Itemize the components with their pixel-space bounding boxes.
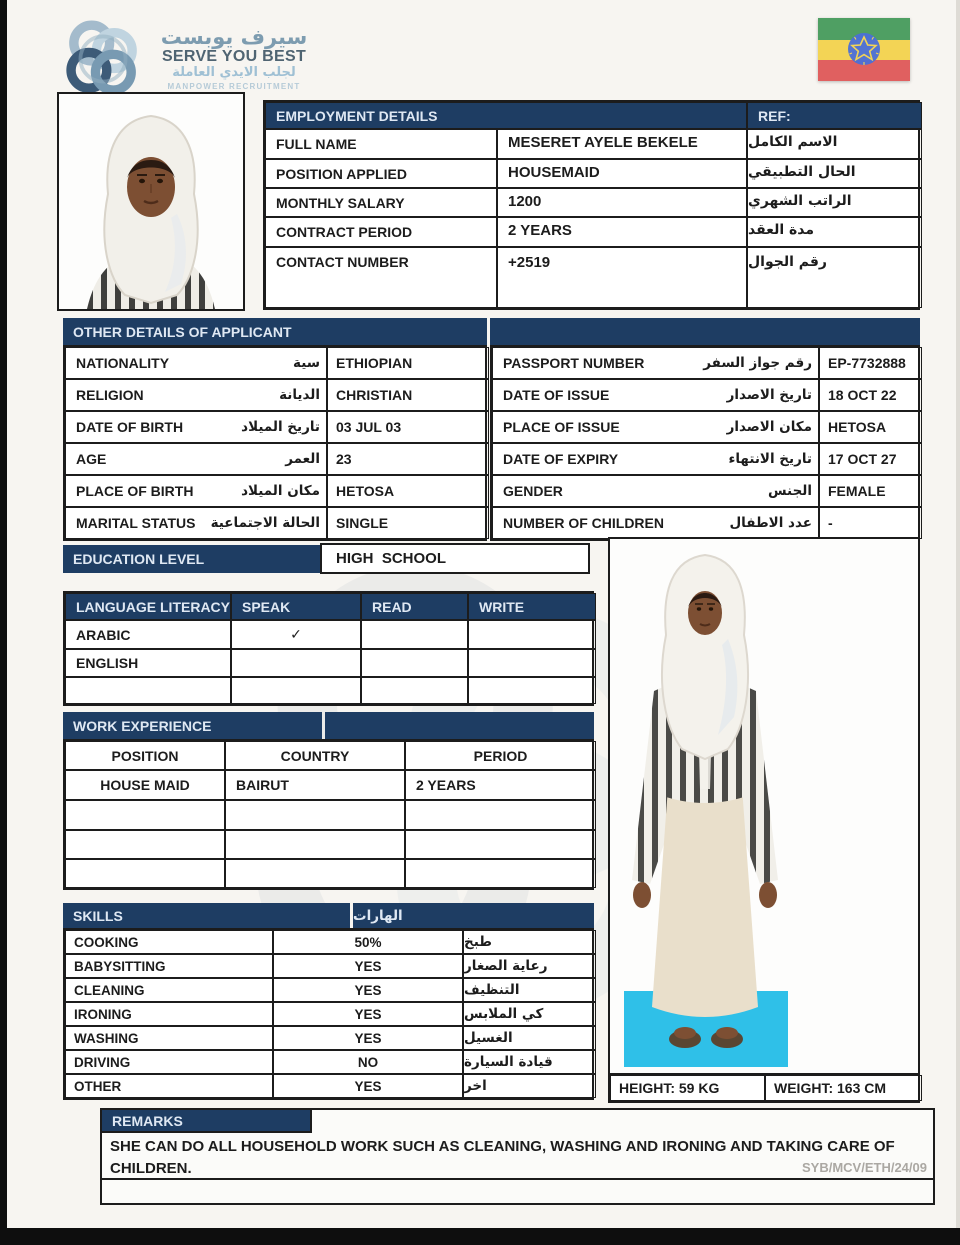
od-label-arabic: الجنس [767,483,812,499]
write-cell [468,677,596,704]
remarks-text: SHE CAN DO ALL HOUSEHOLD WORK SUCH AS CLEANING, WASHING AND IRONING AND TAKING CARE OF CHILDREN. [110,1138,895,1177]
period-header: PERIOD [405,741,596,770]
od-label-text: MARITAL STATUS [76,515,196,531]
write-cell [468,649,596,677]
od-row-label [65,379,327,411]
od-row-value: SINGLE [327,507,489,539]
od-row-value: CHRISTIAN [327,379,489,411]
remarks-section [100,1108,935,1205]
skill-value: YES [273,978,463,1002]
skills-header-arabic: الهارات [353,903,594,928]
emp-row-arabic: مدة العقد [747,217,922,247]
skills-table [63,928,594,1100]
od-row-label [65,475,327,507]
we-position [65,830,225,859]
od-row-value: ETHIOPIAN [327,347,489,379]
od-row-label [492,443,819,475]
language-name: ENGLISH [65,649,231,677]
od-label-text: NATIONALITY [76,355,170,371]
od-label-text: DATE OF EXPIRY [503,451,619,467]
emp-row-arabic: الحال التطبيقي [747,159,922,188]
read-cell [361,620,468,649]
skills-header: SKILLS [63,903,350,928]
speak-header: SPEAK [231,593,361,620]
applicant-portrait-photo [57,92,245,311]
other-details-header-right [490,318,920,345]
skill-label: WASHING [65,1026,273,1050]
speak-checkmark: ✓ [231,620,361,649]
od-label-text: GENDER [503,483,563,499]
ethiopia-flag-icon [818,18,910,81]
skill-arabic: الغسيل [463,1026,596,1050]
language-name [65,677,231,704]
position-header: POSITION [65,741,225,770]
od-row-label [65,411,327,443]
od-row-value: EP-7732888 [819,347,922,379]
agency-name-english: SERVE YOU BEST [161,47,307,65]
education-level-header: EDUCATION LEVEL [63,545,320,573]
od-label-text: NUMBER OF CHILDREN [503,515,664,531]
od-label-text: DATE OF ISSUE [503,387,610,403]
emp-row-value: +2519 [497,247,747,308]
od-label-arabic: الحالة الاجتماعية [210,515,320,531]
we-country [225,800,405,830]
we-country: BAIRUT [225,770,405,800]
emp-row-label: POSITION APPLIED [265,159,497,188]
ref-header: REF: [747,102,922,129]
work-experience-header: WORK EXPERIENCE [63,712,322,739]
we-position [65,859,225,888]
skill-label: CLEANING [65,978,273,1002]
od-label-arabic: تاريخ الميلاد [241,419,320,435]
write-header: WRITE [468,593,596,620]
skill-value: YES [273,1074,463,1098]
we-period [405,800,596,830]
skill-label: OTHER [65,1074,273,1098]
skill-label: COOKING [65,930,273,954]
emp-row-label: CONTRACT PERIOD [265,217,497,247]
emp-row-value: 2 YEARS [497,217,747,247]
od-label-arabic: عدد الاطفال [729,515,812,531]
language-name: ARABIC [65,620,231,649]
skill-arabic: قيادة السيارة [463,1050,596,1074]
od-row-label [492,347,819,379]
skill-value: YES [273,1026,463,1050]
od-row-value: HETOSA [819,411,922,443]
od-label-arabic: تاريخ الانتهاء [728,451,812,467]
applicant-fullbody-photo [608,537,920,1075]
employment-details-table [263,100,920,310]
work-experience-header-right [325,712,594,739]
skill-arabic: كي الملابس [463,1002,596,1026]
emp-row-arabic: الراتب الشهري [747,188,922,217]
page-edge-bottom [0,1228,960,1245]
skill-label: IRONING [65,1002,273,1026]
emp-row-value: 1200 [497,188,747,217]
skill-arabic: اخر [463,1074,596,1098]
remarks-divider [102,1178,933,1180]
od-label-text: AGE [76,451,107,467]
we-period: 2 YEARS [405,770,596,800]
remarks-header: REMARKS [100,1108,312,1133]
other-details-left-table [63,345,487,541]
skill-value: 50% [273,930,463,954]
work-experience-table [63,739,594,890]
skill-label: DRIVING [65,1050,273,1074]
skill-value: YES [273,954,463,978]
od-label-arabic: رقم جواز السفر [703,355,812,371]
write-cell [468,620,596,649]
od-row-value: FEMALE [819,475,922,507]
agency-name-arabic: سيرف يوبست [160,24,308,49]
we-country [225,830,405,859]
emp-row-arabic: الاسم الكامل [747,129,922,159]
od-row-label [492,411,819,443]
language-literacy-header: LANGUAGE LITERACY [65,593,231,620]
speak-cell [231,649,361,677]
od-row-value: HETOSA [327,475,489,507]
read-cell [361,677,468,704]
fullbody-illustration [610,539,918,1073]
weight-value: WEIGHT: 163 CM [765,1075,922,1101]
skill-arabic: طبخ [463,930,596,954]
od-row-value: - [819,507,922,539]
read-header: READ [361,593,468,620]
we-position [65,800,225,830]
height-value: HEIGHT: 59 KG [610,1075,765,1101]
language-literacy-table [63,591,594,706]
od-label-arabic: العمر [285,451,320,467]
we-period [405,859,596,888]
agency-tagline-arabic: لجلب الايدي العاملة [172,65,296,81]
skill-arabic: التنظيف [463,978,596,1002]
height-weight-row [608,1073,920,1103]
od-row-label [492,475,819,507]
emp-row-label: MONTHLY SALARY [265,188,497,217]
od-row-value: 03 JUL 03 [327,411,489,443]
read-cell [361,649,468,677]
od-row-value: 23 [327,443,489,475]
emp-row-value: MESERET AYELE BEKELE [497,129,747,159]
other-details-right-table [490,345,920,541]
od-label-arabic: سية [293,355,320,371]
agency-logo-text [154,26,314,93]
page-edge-right [956,0,960,1245]
agency-tagline-english: MANPOWER RECRUITMENT [167,82,301,92]
od-label-text: PLACE OF BIRTH [76,483,194,499]
skill-label: BABYSITTING [65,954,273,978]
we-position: HOUSE MAID [65,770,225,800]
od-label-arabic: تاريخ الاصدار [726,387,812,403]
od-label-arabic: مكان الميلاد [241,483,320,499]
education-level-value: HIGH SCHOOL [320,543,590,574]
od-label-text: RELIGION [76,387,144,403]
od-row-label [492,379,819,411]
country-header: COUNTRY [225,741,405,770]
skill-value: YES [273,1002,463,1026]
od-row-label [65,443,327,475]
od-label-arabic: مكان الاصدار [726,419,812,435]
od-label-text: DATE OF BIRTH [76,419,184,435]
we-period [405,830,596,859]
od-row-value: 17 OCT 27 [819,443,922,475]
od-row-label [65,507,327,539]
emp-row-value: HOUSEMAID [497,159,747,188]
other-details-header: OTHER DETAILS OF APPLICANT [63,318,487,345]
document-reference-code: SYB/MCV/ETH/24/09 [802,1160,927,1175]
portrait-illustration [59,94,243,309]
od-row-label [65,347,327,379]
od-label-text: PLACE OF ISSUE [503,419,620,435]
emp-row-label: CONTACT NUMBER [265,247,497,308]
emp-row-arabic: رقم الجوال [747,247,922,308]
od-row-value: 18 OCT 22 [819,379,922,411]
we-country [225,859,405,888]
page-edge-left [0,0,7,1245]
od-label-text: PASSPORT NUMBER [503,355,645,371]
employment-details-header: EMPLOYMENT DETAILS [265,102,747,129]
emp-row-label: FULL NAME [265,129,497,159]
od-label-arabic: الديانة [279,387,320,403]
speak-cell [231,677,361,704]
skill-value: NO [273,1050,463,1074]
od-row-label [492,507,819,539]
skill-arabic: رعاية الصغار [463,954,596,978]
